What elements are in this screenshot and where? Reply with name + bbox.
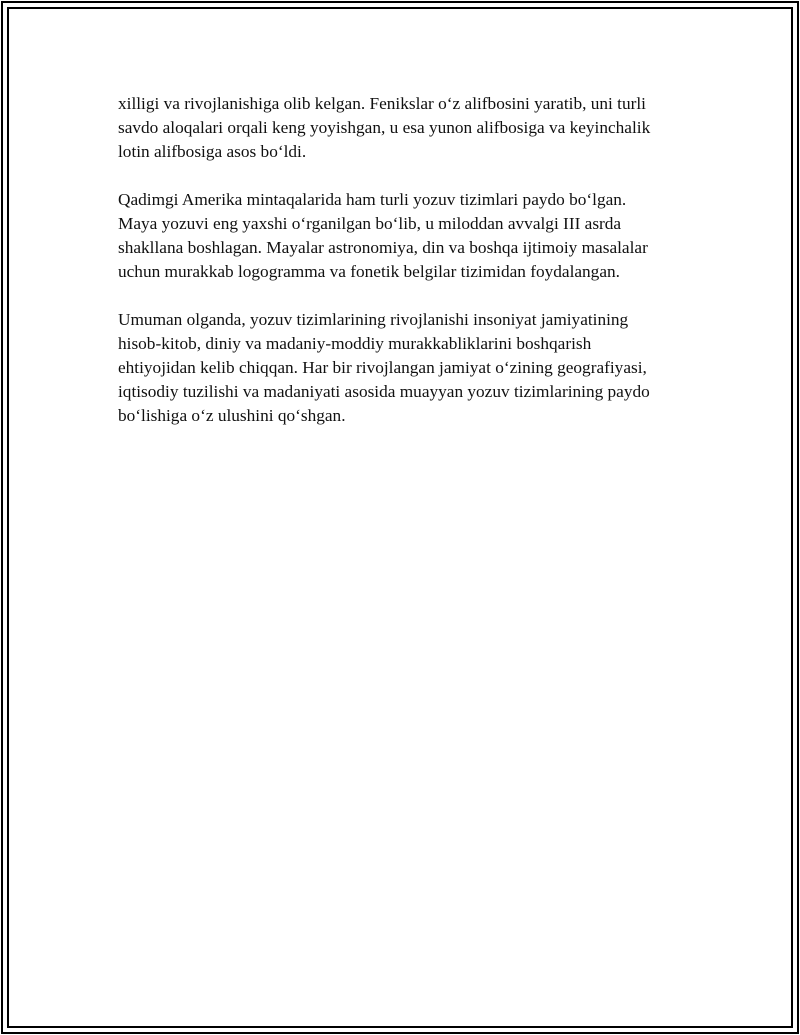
paragraph-line: shakllana boshlagan. Mayalar astronomiya, din va boshqa ijtimoiy masalalar (118, 238, 648, 257)
paragraph-line: hisob-kitob, diniy va madaniy-moddiy murakkabliklarini boshqarish (118, 334, 592, 353)
paragraph-line: Qadimgi Amerika mintaqalarida ham turli yozuv tizimlari paydo bo‘lgan. (118, 190, 627, 209)
paragraph-line: savdo aloqalari orqali keng yoyishgan, u esa yunon alifbosiga va keyinchalik (118, 118, 651, 137)
paragraph-line: Maya yozuvi eng yaxshi o‘rganilgan bo‘lib, u miloddan avvalgi III asrda (118, 214, 622, 233)
paragraph-line: ehtiyojidan kelib chiqqan. Har bir rivojlangan jamiyat o‘zining geografiyasi, (118, 358, 647, 377)
paragraph-line: Umuman olganda, yozuv tizimlarining rivojlanishi insoniyat jamiyatining (118, 310, 629, 329)
paragraph-1 (118, 92, 698, 164)
paragraph-line: bo‘lishiga o‘z ulushini qo‘shgan. (118, 406, 346, 425)
paragraph-line: iqtisodiy tuzilishi va madaniyati asosida muayyan yozuv tizimlarining paydo (118, 382, 650, 401)
paragraph-line: uchun murakkab logogramma va fonetik belgilar tizimidan foydalangan. (118, 262, 620, 281)
paragraph-2 (118, 188, 698, 284)
paragraph-3 (118, 308, 698, 428)
document-body (118, 92, 698, 452)
paragraph-line: lotin alifbosiga asos bo‘ldi. (118, 142, 307, 161)
paragraph-line: xilligi va rivojlanishiga olib kelgan. Fenikslar o‘z alifbosini yaratib, uni turli (118, 94, 646, 113)
